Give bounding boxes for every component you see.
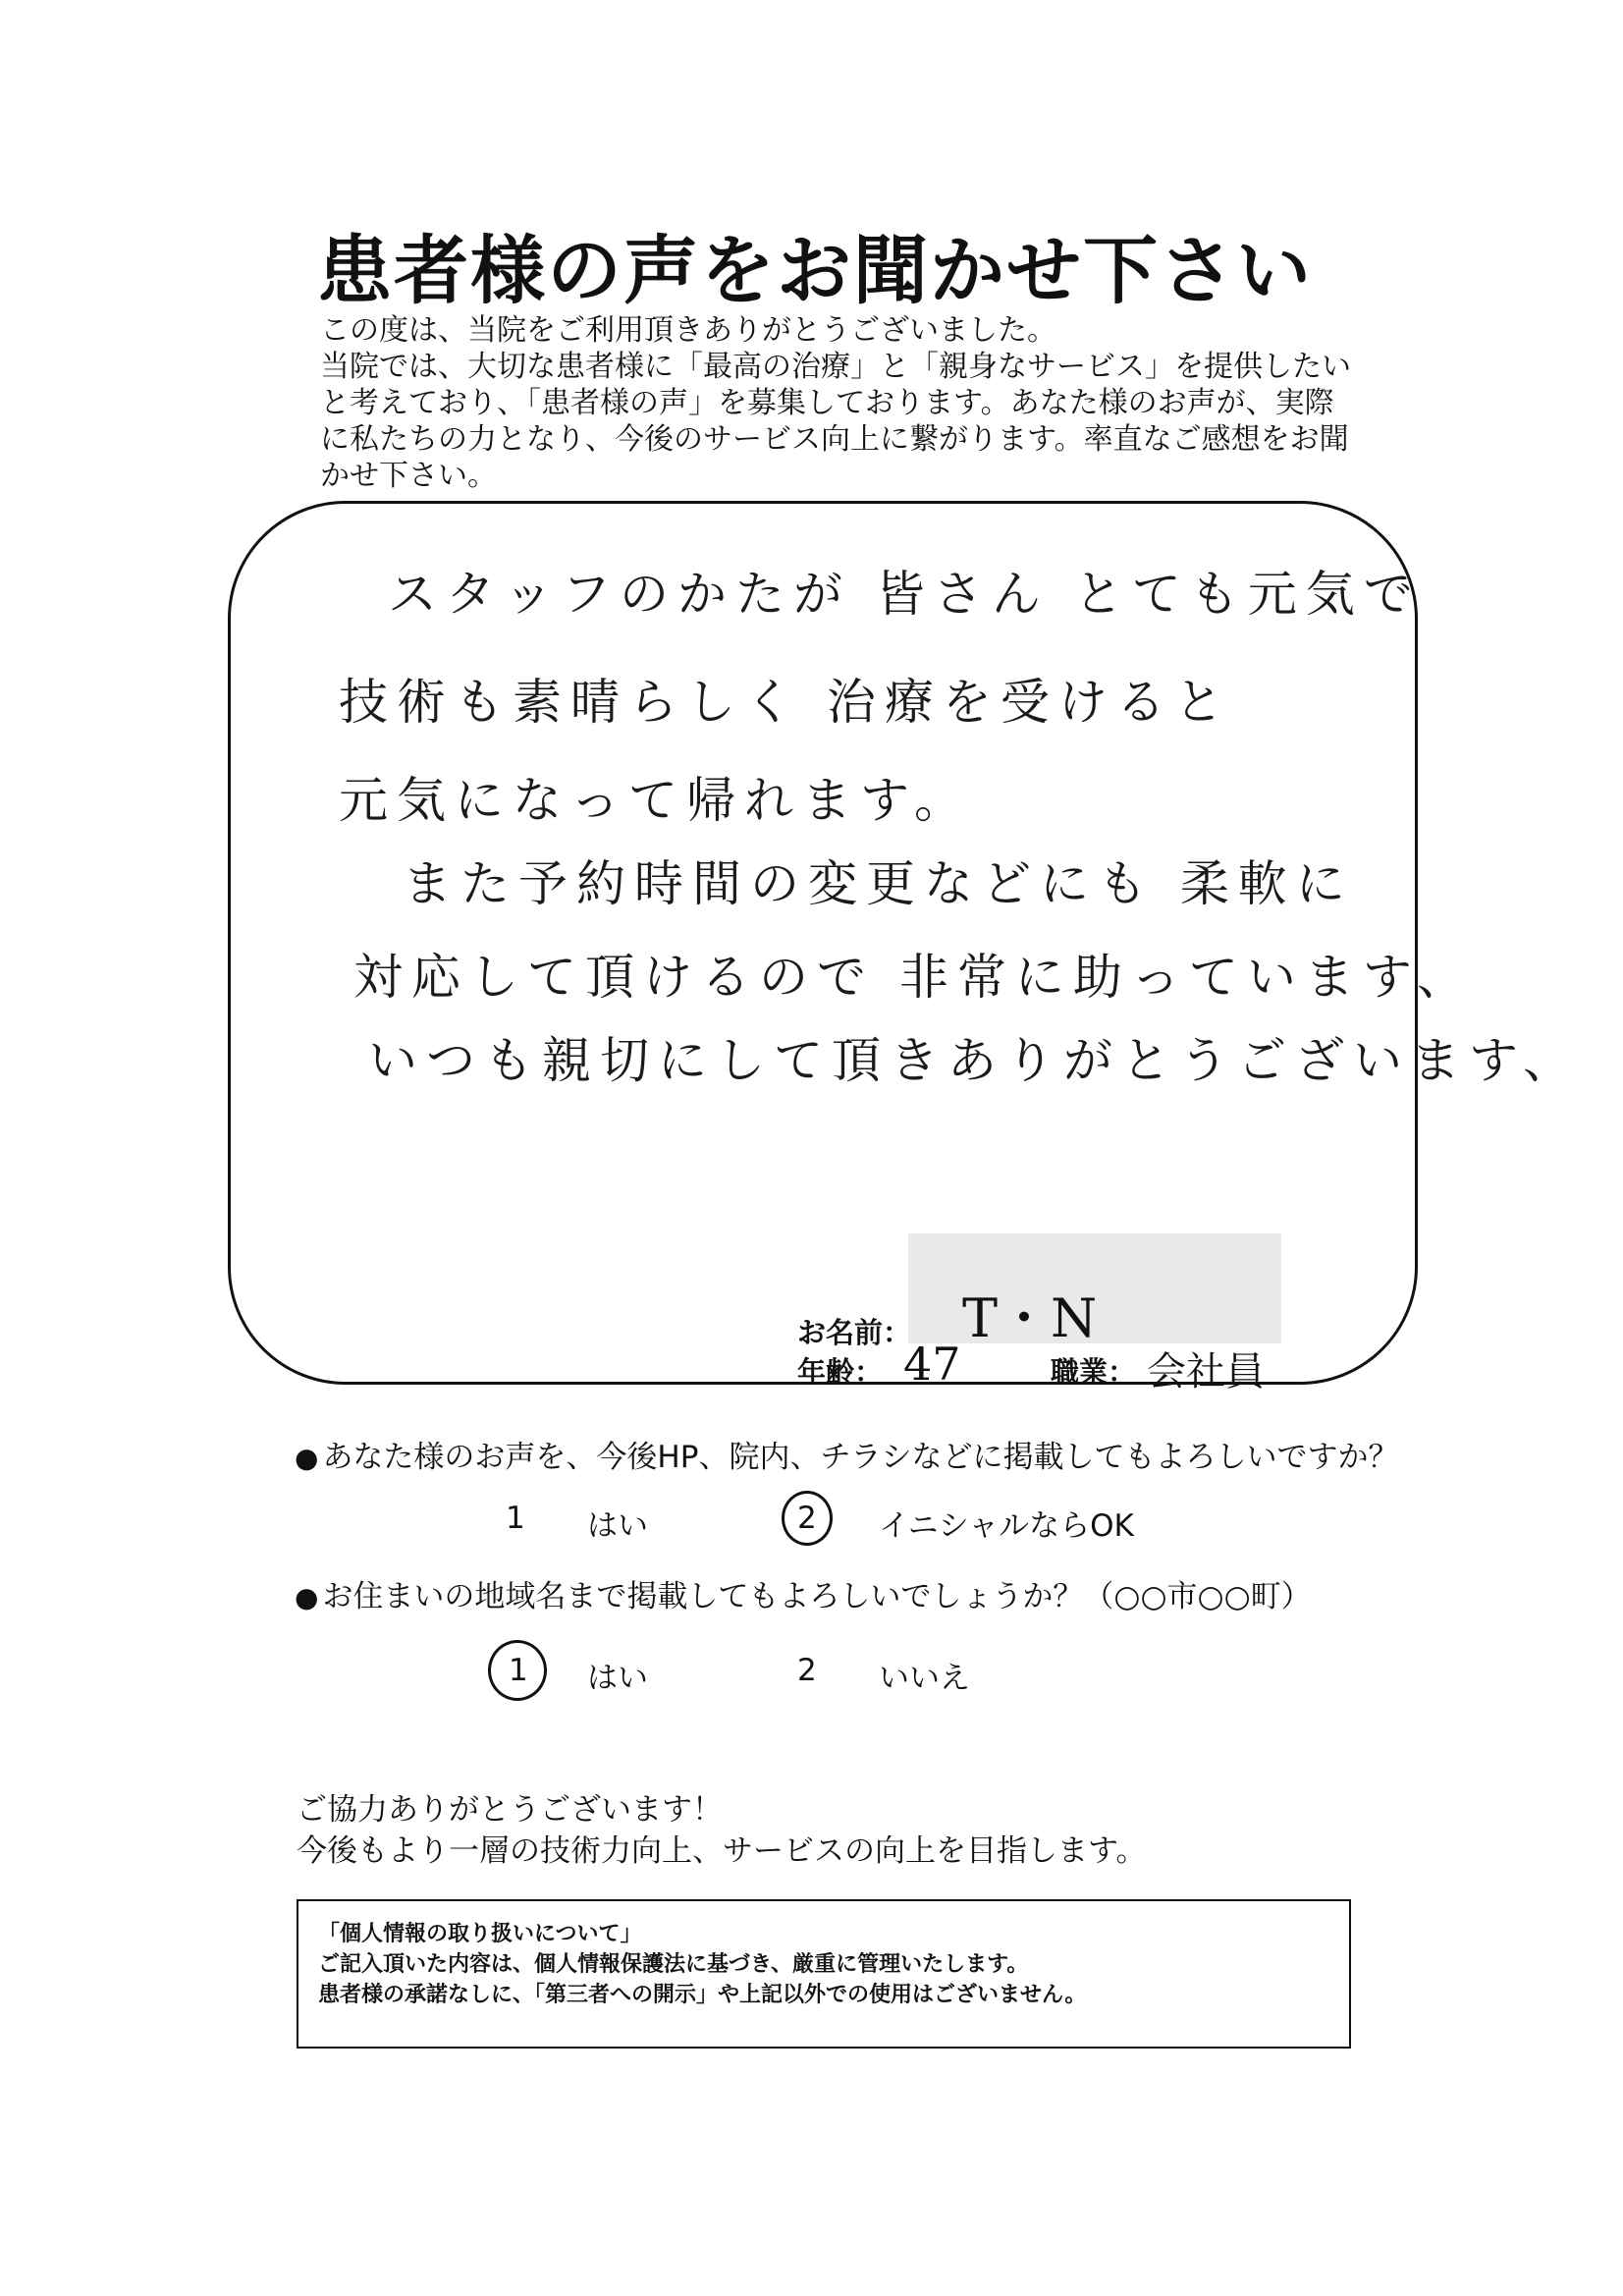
intro-line: と考えており、「患者様の声」を募集しております。あなた様のお声が、実際 — [320, 386, 1334, 420]
page-title: 患者様の声をお聞かせ下さい — [317, 227, 1313, 314]
intro-line: 当院では、大切な患者様に「最高の治療」と「親身なサービス」を提供したい — [320, 350, 1351, 384]
job-label: 職業： — [1051, 1355, 1137, 1389]
comment-line: 技術も素晴らしく 治療を受けると — [339, 674, 1232, 731]
comment-line: 元気になって帰れます。 — [339, 772, 972, 829]
q1-option-2-num[interactable]: 2 — [797, 1501, 817, 1536]
q2-option-2-num[interactable]: 2 — [797, 1653, 817, 1688]
comment-line: 対応して頂けるので 非常に助っています、 — [353, 949, 1475, 1006]
privacy-notice — [297, 1899, 1351, 2049]
q1-option-1-label[interactable]: はい — [587, 1508, 648, 1544]
intro-text — [320, 312, 1390, 494]
q2-option-1-label[interactable]: はい — [587, 1661, 648, 1696]
question-1-text: あなた様のお声を、今後HP、院内、チラシなどに掲載してもよろしいですか？ — [322, 1440, 1399, 1475]
comment-line: また予約時間の変更などにも 柔軟に — [403, 855, 1354, 912]
question-1 — [295, 1432, 1398, 1476]
privacy-line: ご記入頂いた内容は、個人情報保護法に基づき、厳重に管理いたします。 — [318, 1952, 1029, 1977]
age-label: 年齢： — [797, 1355, 884, 1389]
name-value: T・N — [962, 1287, 1098, 1349]
bullet-icon: ● — [295, 1442, 319, 1474]
thanks-line: 今後もより一層の技術力向上、サービスの向上を目指します。 — [297, 1833, 1147, 1869]
q1-option-2-label[interactable]: イニシャルならOK — [879, 1508, 1134, 1544]
question-2-text: お住まいの地域名まで掲載してもよろしいでしょうか？（○○市○○町） — [322, 1579, 1312, 1614]
q1-option-1-num[interactable]: 1 — [506, 1501, 525, 1536]
thanks-line: ご協力ありがとうございます！ — [297, 1792, 723, 1828]
intro-line: この度は、当院をご利用頂きありがとうございました。 — [320, 313, 1056, 348]
comment-line: いつも親切にして頂きありがとうございます、 — [368, 1032, 1581, 1089]
privacy-line: 患者様の承諾なしに、「第三者への開示」や上記以外での使用はございません。 — [318, 1983, 1087, 2007]
q2-option-2-label[interactable]: いいえ — [879, 1661, 970, 1696]
name-label: お名前： — [797, 1316, 912, 1349]
thanks-message — [297, 1789, 1147, 1872]
comment-line: スタッフのかたが 皆さん とても元気で — [388, 566, 1422, 623]
privacy-line: 「個人情報の取り扱いについて」 — [318, 1922, 642, 1946]
age-value: 47 — [903, 1338, 961, 1391]
intro-line: に私たちの力となり、今後のサービス向上に繋がります。率直なご感想をお聞 — [320, 422, 1349, 457]
intro-line: かせ下さい。 — [320, 459, 497, 493]
bullet-icon: ● — [295, 1581, 319, 1613]
job-value: 会社員 — [1147, 1349, 1265, 1394]
q2-option-1-num[interactable]: 1 — [509, 1653, 528, 1688]
question-2 — [295, 1571, 1312, 1615]
